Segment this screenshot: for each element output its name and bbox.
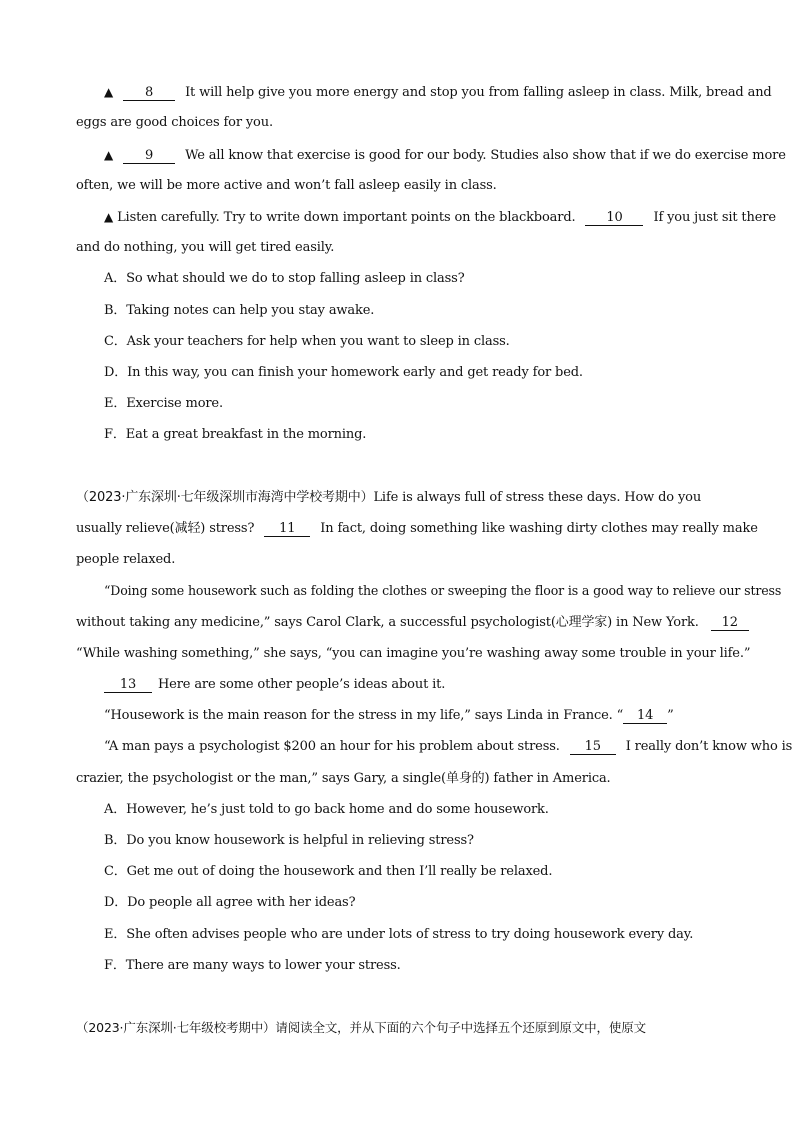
option-c xyxy=(76,333,718,351)
option-letter: A． xyxy=(104,802,127,817)
option-letter: E． xyxy=(104,927,127,942)
answer-blank-10[interactable]: 10 xyxy=(585,210,643,226)
option-c xyxy=(76,863,718,881)
option-text: There are many ways to lower your stress. xyxy=(125,958,401,973)
option-letter: F． xyxy=(104,427,126,442)
passage2-line3: people relaxed. xyxy=(76,552,176,567)
option-f xyxy=(76,957,718,975)
question-10-pre: Listen carefully. Try to write down important points on the blackboard. xyxy=(117,210,576,225)
passage-text: Here are some other people’s ideas about it. xyxy=(158,677,446,692)
passage-text: “Housework is the main reason for the stress in my life,” says Linda in France. “ xyxy=(104,708,624,723)
answer-blank-12[interactable]: 12 xyxy=(711,615,749,631)
option-letter: C． xyxy=(104,864,127,879)
option-letter: E． xyxy=(104,396,127,411)
passage2-intro: Life is always full of stress these days. How do you xyxy=(373,490,702,505)
option-text: Exercise more. xyxy=(126,396,223,411)
option-letter: C． xyxy=(104,334,127,349)
option-a xyxy=(76,270,718,288)
section3-header xyxy=(76,1019,718,1037)
option-e xyxy=(76,926,718,944)
question-9-line2: often, we will be more active and won’t fall asleep easily in class. xyxy=(76,178,497,193)
answer-blank-14[interactable]: 14 xyxy=(623,708,667,724)
passage-text: “A man pays a psychologist $200 an hour for his problem about stress. xyxy=(104,739,560,754)
answer-blank-9[interactable]: 9 xyxy=(123,148,175,164)
instruction-text: 请阅读全文，并从下面的六个句子中选择五个还原到原文中，使原文 xyxy=(275,1020,646,1035)
passage2-para2-line1: “Doing some housework such as folding the clothes or sweeping the floor is a good way to relieve our stress xyxy=(104,583,782,598)
option-d xyxy=(76,364,718,382)
passage-text: ) stress? xyxy=(200,521,255,536)
passage2-para5-line2 xyxy=(76,770,718,788)
option-letter: D． xyxy=(104,365,128,380)
answer-blank-15[interactable]: 15 xyxy=(570,739,616,755)
source-label: （2023·广东深圳·七年级深圳市海湾中学校考期中） xyxy=(76,490,374,505)
passage-text: ) in New York. xyxy=(607,615,699,630)
option-text: So what should we do to stop falling asleep in class? xyxy=(126,271,465,286)
source-label: （2023·广东深圳·七年级校考期中） xyxy=(76,1020,276,1035)
option-letter: D． xyxy=(104,895,128,910)
question-9-text: We all know that exercise is good for our body. Studies also show that if we do exercise more xyxy=(185,148,786,163)
option-text: Eat a great breakfast in the morning. xyxy=(125,427,367,442)
option-e xyxy=(76,395,718,413)
triangle-marker-icon: ▲ xyxy=(104,210,114,224)
passage2-para5-line1 xyxy=(76,738,793,756)
answer-blank-13[interactable]: 13 xyxy=(104,677,152,693)
passage2-para2-line3: “While washing something,” she says, “you can imagine you’re washing away some trouble in your life.” xyxy=(76,646,751,661)
option-letter: F． xyxy=(104,958,126,973)
passage-text: crazier, the psychologist or the man,” says Gary, a single( xyxy=(76,771,446,786)
passage-text: ) father in America. xyxy=(484,771,611,786)
option-d xyxy=(76,894,718,912)
option-letter: B． xyxy=(104,303,127,318)
question-10-post: If you just sit there xyxy=(653,210,776,225)
option-text: Do people all agree with her ideas? xyxy=(127,895,356,910)
option-text: However, he’s just told to go back home and do some housework. xyxy=(126,802,549,817)
passage2-para2-line2 xyxy=(76,614,738,632)
answer-blank-8[interactable]: 8 xyxy=(123,85,175,101)
passage-text: I really don’t know who is xyxy=(625,739,793,754)
passage-text: ” xyxy=(667,708,674,723)
option-text: In this way, you can finish your homework early and get ready for bed. xyxy=(127,365,583,380)
option-b xyxy=(76,302,718,320)
passage-text: without taking any medicine,” says Carol Clark, a successful psychologist( xyxy=(76,615,556,630)
question-8-line1 xyxy=(76,83,772,102)
option-text: Do you know housework is helpful in relieving stress? xyxy=(126,833,474,848)
triangle-marker-icon: ▲ xyxy=(104,85,114,99)
passage2-line1 xyxy=(76,489,718,507)
passage2-para4 xyxy=(76,707,718,725)
option-text: Ask your teachers for help when you want to sleep in class. xyxy=(126,334,510,349)
passage2-line2 xyxy=(76,520,758,538)
chinese-gloss: 单身的 xyxy=(445,771,485,786)
chinese-gloss: 减轻 xyxy=(174,521,201,536)
question-8-line2: eggs are good choices for you. xyxy=(76,115,273,130)
answer-blank-11[interactable]: 11 xyxy=(264,521,310,537)
question-10-line2: and do nothing, you will get tired easily. xyxy=(76,240,335,255)
chinese-gloss: 心理学家 xyxy=(555,615,608,630)
passage-text: usually relieve( xyxy=(76,521,175,536)
option-a xyxy=(76,801,718,819)
question-8-text: It will help give you more energy and stop you from falling asleep in class. Milk, bread and xyxy=(185,85,772,100)
option-b xyxy=(76,832,718,850)
option-letter: A． xyxy=(104,271,127,286)
option-text: Get me out of doing the housework and then I’ll really be relaxed. xyxy=(126,864,553,879)
option-f xyxy=(76,426,718,444)
triangle-marker-icon: ▲ xyxy=(104,148,114,162)
question-9-line1 xyxy=(76,146,786,165)
option-text: Taking notes can help you stay awake. xyxy=(126,303,375,318)
passage2-para3 xyxy=(76,676,718,694)
question-10-line1 xyxy=(76,208,776,227)
passage-text: In fact, doing something like washing dirty clothes may really make xyxy=(320,521,758,536)
option-letter: B． xyxy=(104,833,127,848)
option-text: She often advises people who are under lots of stress to try doing housework every day. xyxy=(126,927,694,942)
